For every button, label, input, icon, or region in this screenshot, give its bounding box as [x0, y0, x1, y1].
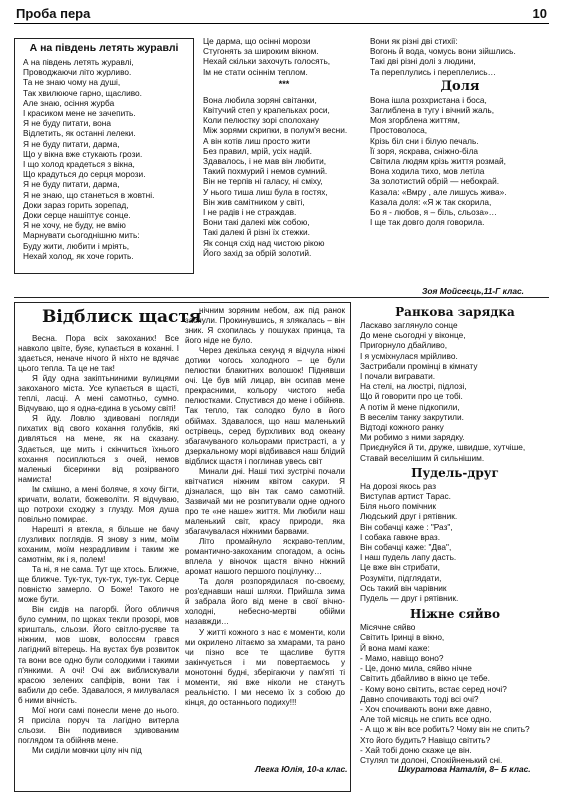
poem3-signature: Зоя Мойсеєць,11-Г клас.: [422, 286, 524, 296]
poem-box-2: [203, 36, 365, 274]
poem-line: - Мамо, навіщо воно?: [360, 652, 444, 663]
poem-line: Світить Іринці в вікно,: [360, 632, 445, 643]
poem-box-3: [370, 36, 550, 274]
poem-line: Такі далекі й різні їх стежки.: [203, 227, 310, 238]
story-paragraph: Минали дні. Наші тихі зустрічі почали квітчатися ніжним квітом сакури. Я дізналася, що він так само самотній. Зазвичай ми не розпитували одне одного про те «не наше» життя. Ми любили наш маленький світ, красу природи, яка збагачувалася ніжними барвами.: [185, 466, 345, 537]
poem-line: Та переплулись і переплелись…: [370, 66, 496, 77]
poem-line: За золотистий обрій — небокрай.: [370, 176, 500, 187]
story-paragraph: Літо промайнуло яскраво-теплим, романтично-закоханим спогадом, а осінь вплела у віночок щастя вічно ніжний аромат нашого першого поцілунку…: [185, 537, 345, 577]
poem-line: Що й говорити про це тобі.: [360, 391, 463, 402]
poem-line: Давно спочивають тоді всі очі?: [360, 693, 479, 704]
poem-line: Ім не стати осіннім теплом.: [203, 66, 308, 77]
story-paragraph: Мої ноги самі понесли мене до нього. Я присіла поруч та лагідно витерла сльози. Він подивився здивованим поглядом та обійняв мене.: [18, 705, 179, 745]
poem-line: Приєднуйся й ти, друже, швидше, хутчіше,: [360, 442, 526, 453]
poem-line: Я не знаю, що станеться в жовтні.: [23, 189, 155, 200]
poem-line: І що холод крадеться з вікна,: [23, 159, 135, 170]
poem-line: Стулял ти долоні, Спокійненький сні.: [360, 754, 503, 765]
poem-line: Я не буду питати, дарма,: [23, 179, 120, 190]
poem-line: Місячне сяйво: [360, 622, 416, 633]
poem-line: І ще так довго доля говорила.: [370, 217, 485, 228]
poem-line: І наш пудель лапу дасть.: [360, 552, 457, 563]
poem2-stars: ***: [278, 78, 290, 89]
poem-line: Як сонця схід над чистою рікою: [203, 237, 325, 248]
poem2-lines: [203, 95, 365, 258]
poem-line: Світила людям крізь життя розмай,: [370, 156, 506, 167]
poem-line: Вони такі далекі між собою,: [203, 217, 310, 228]
poem1-title: А на південь летять журавлі: [29, 42, 179, 54]
poem-line: Вона ходила тихо, мов летіла: [370, 166, 485, 177]
poem-line: Нехай скільки захочуть голосять,: [203, 56, 331, 67]
poem-line: І почали вигравати.: [360, 371, 436, 382]
poem-line: Відлетить, як останні лелеки.: [23, 128, 136, 139]
poem-line: Коли пелюстку зорі сполохану: [203, 115, 320, 126]
poem-line: Розуміти, підглядати,: [360, 572, 442, 583]
poem-line: Він не терпів ні галасу, ні сміху,: [203, 176, 323, 187]
poem-line: І красиком мене не зачепить.: [23, 108, 136, 119]
poem-line: Застрибали промінці в кімнату: [360, 360, 478, 371]
poem-line: Це вже він стрибати,: [360, 562, 440, 573]
story-paragraph: Та ні, я не сама. Тут ще хтось. Ближче, ще ближче. Тук-тук, тук-тук, тук-тук. Серце повністю замерло. О Боже! Такого не може бути.: [18, 565, 179, 605]
story-column-1: [18, 334, 179, 786]
poem-line: Так хвилююче гарно, щасливо.: [23, 87, 142, 98]
poem-line: - Хоч спочивають вони вже давно,: [360, 703, 492, 714]
poem-line: - Хай тобі доню скаже це він.: [360, 744, 472, 755]
story-paragraph: Нарешті я втекла, я більше не бачу глузливих поглядів. Я знову з ним, моїм коханим, моїм незрадливим і таким же самотнім, як і я, полем!: [18, 524, 179, 565]
poem-line: Казала доля: «Я ж так скорила,: [370, 196, 492, 207]
poem-line: Заглиблена в тугу і вічний жаль,: [370, 105, 495, 116]
poem5-lines: [360, 481, 550, 603]
poem-line: А на південь летять журавлі,: [23, 57, 134, 67]
poem-line: Стугонять за широким вікном.: [203, 46, 319, 57]
poem-box-4: [360, 305, 550, 765]
section-title: Проба пера: [16, 6, 91, 21]
poem-line: До мене сьогодні у віконце,: [360, 330, 466, 341]
poem-line: Але той місяць не спить все одно.: [360, 714, 492, 725]
poem-line: Пудель — друг і рятівник.: [360, 593, 459, 604]
poem-line: Що у вікна вже стукають грози.: [23, 148, 143, 159]
poem-line: Відтоді кожного ранку: [360, 422, 444, 433]
poem-line: Виступав артист Тарас.: [360, 491, 451, 502]
poem-line: У нього тиша лиш була в гостях,: [203, 186, 328, 197]
poem-line: Світить дбайливо в вікно це тебе.: [360, 673, 490, 684]
poem-line: Біля нього помічник: [360, 501, 437, 512]
poem-line: Казала: «Вмру , але лишусь жива».: [370, 186, 507, 197]
poem6-signature: Шкуратова Наталія, 8– Б клас.: [398, 764, 531, 774]
poem-line: Але знаю, осіння журба: [23, 97, 115, 108]
poem-line: Вона любила зоряні світанки,: [203, 94, 317, 105]
story-paragraph: У житті кожного з нас є моменти, коли ми окрилено літаємо за хмарами, та рано чи пізно все те щасливе буття закінчується і ми повертаємось у монотонні будні, зберігаючи у пам'яті ті моменти, які вже ніколи не станутъ реальністю. І ми несемо їх з собою до кінця, до останнього подиху!!!: [185, 627, 345, 707]
poem-line: І не радів і не страждав.: [203, 207, 297, 218]
poem2-top-lines: [203, 36, 365, 77]
poem-line: Моя згорблена життям,: [370, 115, 460, 126]
poem3-lines: [370, 95, 550, 228]
poem-line: Такі дві різні долі з людини,: [370, 56, 476, 67]
story-signature: Легка Юлія, 10-а клас.: [255, 764, 348, 774]
poem-line: - Це, доню мила, сяйво нічне: [360, 663, 472, 674]
poem-line: В веселім танку закрутили.: [360, 411, 464, 422]
poem-line: Ось такий він чарівник: [360, 582, 447, 593]
poem-line: Вона ішла розхристана і боса,: [370, 94, 487, 105]
poem-line: Що крадуться до серця морози.: [23, 169, 146, 180]
story-paragraph: Та доля розпорядилася по-своєму, роз'єднавши наші шляхи. Прийшла зима й забрала його від мене в свої вічно-холодні, небесно-мертві обійми назавжди…: [185, 577, 345, 627]
poem6-title: Ніжне сяйво: [409, 607, 501, 622]
poem-line: Ставай веселішим й сильнішим.: [360, 452, 485, 463]
poem-line: Він собачці каже: "Два",: [360, 542, 452, 553]
story-paragraph: Через декілька секунд я відчула ніжні дотики чогось холодного – це були пелюстки блакитних волошок! Піднявши очі. Це був мій лицар, він осипав мене прекрасними, кольору чистого неба пелюстками. Спустився до мене і обійняв. Так тепло, так солодко було в його обіймах. Здавалося, що наш маленький острівець, серед бурхливих вод океану збагачуваного кольорами пристрасті, а у дзеркальному морі відбивався наш блідий відблиск щастя і поглинав увесь світ: [185, 346, 345, 466]
poem-line: Вони як різні дві стихії:: [370, 36, 458, 46]
poem-line: Квітучий степ у крапельках роси,: [203, 105, 330, 116]
poem-line: Я не буду питати, вона: [23, 118, 111, 129]
poem-line: Такий похмурий і немов сумний.: [203, 166, 328, 177]
poem-line: І я усміхнулася мрійливо.: [360, 350, 458, 361]
poem-line: Ми робимо з ними зарядку.: [360, 432, 465, 443]
poem-line: На стелі, на люстрі, підлозі,: [360, 381, 467, 392]
poem-line: Нехай холод, як хоче горить.: [23, 250, 134, 261]
poem-line: - А що ж він все робить? Чому він не спить?: [360, 724, 530, 735]
story-paragraph: Я йду одна закіптьниними вулицями закоханого міста. Усе купається в щасті, теплі, ласці. А мені самотньо, сумно. Відчуваю, що я одна-єдина в усьому світі!: [18, 374, 179, 414]
poem-line: А він котів лиш просто жити: [203, 135, 311, 146]
story-column-2: [185, 306, 345, 766]
poem-line: На дорозі якось раз: [360, 480, 437, 491]
poem-line: Крізь біл сни і білую печаль.: [370, 135, 479, 146]
poem-line: Марнувати сьогоднішню мить:: [23, 230, 140, 241]
poem-line: Й вона мамі каже:: [360, 642, 430, 653]
poem-line: Доки серце нашіптує сонце.: [23, 210, 131, 221]
story-paragraph: Весна. Пора всіх закоханих! Все навколо цвіте, буяє, купається в коханні. І здається, неначе нічого й ніхто не вдячає цього тепла. Та це не так!: [18, 334, 179, 374]
poem-line: Між зорями скрипки, в полум'я весни.: [203, 125, 348, 136]
poem-line: Я не хочу, не буду, не вмію: [23, 220, 126, 231]
poem-line: Людський друг і рятівник.: [360, 511, 458, 522]
poem-line: Хто його будить? Навіщо світить?: [360, 734, 491, 745]
poem-line: Я не буду питати, дарма,: [23, 138, 120, 149]
poem-line: Простоволоса,: [370, 125, 428, 136]
poem-line: - Кому воно світить, встає серед ночі?: [360, 683, 507, 694]
poem-line: Вогонь й вода, чомусь вони зійшлись.: [370, 46, 516, 57]
story-paragraph: Я йду. Ловлю здивовані погляди пихатих від свого кохання голубків, які дивляться на мене, як на сказану. Здається, ще мить і скінчиться їхнього кохання посиплються з очей, немов маленькі бісеринки від розірваного намиста!: [18, 414, 179, 484]
story-paragraph: нічним зоряним небом, аж під ранок заснули. Прокинувшись, я злякалась – він зник. Я схопилась у пошуках принца, та його ніде не було.: [185, 306, 345, 346]
poem-line: Він собачці каже : "Раз",: [360, 521, 453, 532]
poem-line: І собака гавкне враз.: [360, 531, 441, 542]
poem-line: Пригорнуло дбайливо,: [360, 340, 448, 351]
poem-line: Бо я - любов, я – біль, сльоза»…: [370, 207, 497, 218]
poem1-lines: [23, 57, 193, 261]
poem6-lines: [360, 622, 550, 765]
poem-line: Він жив самітником у світі,: [203, 196, 305, 207]
story-title: Відблиск щастя: [42, 307, 202, 327]
section-divider: [14, 297, 549, 298]
poem4-title: Ранкова зарядка: [395, 305, 515, 319]
poem-line: Її зоря, яскрава, сніжно-біла: [370, 145, 479, 156]
story-paragraph: Ми сиділи мовчки цілу ніч під: [32, 745, 142, 755]
poem3-title: Доля: [440, 78, 480, 94]
poem-box-1: [14, 38, 194, 274]
story-paragraph: Ім смішно, а мені боляче, я хочу бігти, кричати, волати, божеволіти. Я відчуваю, що потрохи сходжу з глузду. Моя душа повільно помирає.: [18, 484, 179, 524]
poem-line: Доки зараз горить зорепад,: [23, 199, 129, 210]
poem-line: Буду жити, любити і мріять,: [23, 240, 130, 251]
poem-line: Ласкаво заглянуло сонце: [360, 320, 458, 330]
poem-line: Його захід за обрій золотий.: [203, 247, 312, 258]
poem-line: Проводжаючи літо журливо.: [23, 67, 132, 78]
poem4-lines: [360, 320, 550, 463]
story-paragraph: Він сидів на пагорбі. Його обличчя було сумним, по щоках текли прозорі, мов кришталь, сльози. Його світло-русяве та ніжним, мов шовк, волоссям грався лагідний вітерець. На вустах був розвиток та вони все одно були солодкими і такими п'янкими. А очі! Очі аж виблискували красою зелених сапфірів, вони так і вабили до себе. Здавалося, я милувалася б ними вічність.: [18, 605, 179, 705]
poem-line: А потім й мене підкопили,: [360, 401, 460, 412]
poem-line: Без правил, мрій, усіх надій.: [203, 145, 312, 156]
poem-line: Та не знаю чому на душі,: [23, 77, 121, 88]
page-header: [14, 5, 549, 24]
page-number: 10: [532, 6, 547, 21]
poem3-top-lines: [370, 36, 550, 77]
poem-line: Здавалось, і не мав він любити,: [203, 156, 327, 167]
poem-line: Це дарма, що осінні морози: [203, 36, 311, 46]
poem5-title: Пудель-друг: [411, 465, 499, 480]
